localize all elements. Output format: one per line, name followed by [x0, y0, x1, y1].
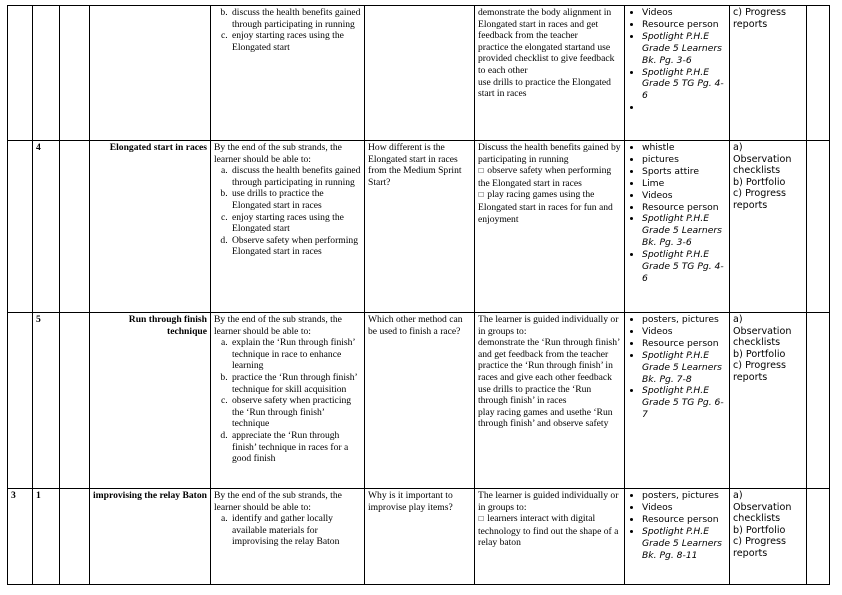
assessment-cell	[730, 489, 807, 585]
experience-line: demonstrate the ‘Run through finish’ and get feedback from the teacher	[478, 337, 620, 360]
table-row	[8, 313, 830, 489]
experience-text: play racing games using the Elongated start in races for fun and enjoyment	[478, 189, 613, 225]
assessment-line: a) Observation checklists	[733, 142, 792, 177]
list-item: • Sports attire	[642, 166, 726, 178]
assessment-line: b) Portfolio	[733, 524, 786, 536]
key-question-cell: Which other method can be used to finish a race?	[365, 313, 475, 489]
outcomes-cell	[211, 6, 365, 141]
list-item: • Resource person	[642, 338, 726, 350]
outcomes-list	[214, 7, 361, 53]
list-item: • Videos	[642, 502, 726, 514]
assessment-line: c) Progress reports	[733, 7, 787, 30]
experiences-cell	[475, 313, 625, 489]
blank-cell	[60, 489, 90, 585]
blank-cell	[60, 141, 90, 313]
experience-line	[478, 513, 621, 549]
resources-cell	[625, 489, 730, 585]
remarks-cell	[807, 6, 830, 141]
strand-cell: improvising the relay Baton	[90, 489, 211, 585]
table-row	[8, 141, 830, 313]
list-item: • Spotlight P.H.E Grade 5 Learners Bk. Pg. 3-6	[642, 213, 726, 249]
remarks-cell	[807, 489, 830, 585]
experience-line: Discuss the health benefits gained by participating in running	[478, 142, 621, 165]
assessment-cell	[730, 313, 807, 489]
list-item: a. identify and gather locally available materials for improvising the relay Baton	[230, 513, 361, 548]
experience-line	[478, 165, 621, 189]
lesson-cell: 5	[33, 313, 60, 489]
lesson-cell	[33, 6, 60, 141]
key-question-cell	[365, 6, 475, 141]
assessment-line: b) Portfolio	[733, 348, 786, 360]
list-item: c. enjoy starting races using the Elongated start	[230, 30, 361, 53]
experience-line: play racing games and usethe ‘Run through finish’ and observe safety	[478, 406, 613, 430]
scheme-of-work-table	[7, 5, 830, 585]
experience-line: The learner is guided individually or in groups to:	[478, 490, 619, 513]
resources-cell	[625, 141, 730, 313]
assessment-line: c) Progress reports	[733, 188, 787, 211]
list-item: • Spotlight P.H.E Grade 5 TG Pg. 6-7	[642, 385, 726, 421]
outcomes-intro: By the end of the sub strands, the learner should be able to:	[214, 314, 342, 337]
week-cell	[8, 6, 33, 141]
outcomes-intro: By the end of the sub strands, the learner should be able to:	[214, 142, 342, 165]
list-item: • Videos	[642, 7, 726, 19]
list-item: • Resource person	[642, 514, 726, 526]
list-item: d. appreciate the ‘Run through finish’ technique in races for a good finish	[230, 430, 361, 465]
list-item: • whistle	[642, 142, 726, 154]
assessment-line: c) Progress reports	[733, 536, 787, 559]
list-item: • Spotlight P.H.E Grade 5 Learners Bk. Pg. 7-8	[642, 350, 726, 386]
outcomes-intro: By the end of the sub strands, the learner should be able to:	[214, 490, 342, 513]
outcomes-list	[214, 337, 361, 465]
assessment-line: a) Observation checklists	[733, 314, 792, 349]
outcomes-cell	[211, 489, 365, 585]
list-item: a. discuss the health benefits gained through participating in running	[230, 165, 361, 188]
lesson-cell: 4	[33, 141, 60, 313]
experiences-cell	[475, 6, 625, 141]
resources-list	[628, 490, 726, 561]
outcomes-cell	[211, 313, 365, 489]
strand-cell: Elongated start in races	[90, 141, 211, 313]
assessment-line: b) Portfolio	[733, 176, 786, 188]
checkbox-glyph-icon: ☐	[478, 167, 485, 176]
week-cell	[8, 313, 33, 489]
lesson-cell: 1	[33, 489, 60, 585]
list-item: b. use drills to practice the Elongated start in races	[230, 188, 361, 211]
strand-cell: Run through finish technique	[90, 313, 211, 489]
assessment-line: c) Progress reports	[733, 360, 787, 383]
list-item: • Resource person	[642, 19, 726, 31]
experience-line: The learner is guided individually or in groups to:	[478, 314, 619, 337]
experience-line: practice the elongated startand use provided checklist to give feedback to each other	[478, 41, 615, 76]
list-item: • Videos	[642, 190, 726, 202]
key-question-cell: Why is it important to improvise play items?	[365, 489, 475, 585]
checkbox-glyph-icon: ☐	[478, 191, 485, 200]
experience-line: practice the ‘Run through finish’ in races and give each other feedback	[478, 360, 613, 383]
list-item: • Spotlight P.H.E Grade 5 TG Pg. 4-6	[642, 249, 726, 285]
resources-list	[628, 7, 726, 114]
resources-cell	[625, 6, 730, 141]
key-question-cell: How different is the Elongated start in races from the Medium Sprint Start?	[365, 141, 475, 313]
list-item: c. observe safety when practicing the ‘Run through finish’ technique	[230, 395, 361, 430]
experience-line: demonstrate the body alignment in Elongated start in races and get feedback from the teacher	[478, 7, 612, 42]
assessment-cell	[730, 6, 807, 141]
outcomes-list	[214, 513, 361, 548]
list-item: • Lime	[642, 178, 726, 190]
outcomes-list	[214, 165, 361, 258]
remarks-cell	[807, 313, 830, 489]
outcomes-cell	[211, 141, 365, 313]
experience-text: observe safety when performing the Elongated start in races	[478, 165, 612, 189]
table-row	[8, 6, 830, 141]
blank-cell	[60, 313, 90, 489]
list-item: • Spotlight P.H.E Grade 5 TG Pg. 4-6	[642, 67, 726, 103]
experience-text: learners interact with digital technology to find out the shape of a relay baton	[478, 513, 619, 549]
list-item	[642, 102, 726, 114]
experiences-cell	[475, 141, 625, 313]
list-item: • posters, pictures	[642, 314, 726, 326]
list-item: b. practice the ‘Run through finish’ technique for skill acquisition	[230, 372, 361, 395]
list-item: • Spotlight P.H.E Grade 5 Learners Bk. Pg. 8-11	[642, 526, 726, 562]
list-item: • pictures	[642, 154, 726, 166]
list-item: • posters, pictures	[642, 490, 726, 502]
week-cell	[8, 141, 33, 313]
assessment-line: a) Observation checklists	[733, 490, 792, 525]
list-item: b. discuss the health benefits gained through participating in running	[230, 7, 361, 30]
list-item: d. Observe safety when performing Elongated start in races	[230, 235, 361, 258]
experience-line: use drills to practice the ‘Run through finish’ in races	[478, 383, 592, 407]
assessment-cell	[730, 141, 807, 313]
list-item: a. explain the ‘Run through finish’ technique in race to enhance learning	[230, 337, 361, 372]
table-row	[8, 489, 830, 585]
list-item: • Videos	[642, 326, 726, 338]
resources-list	[628, 142, 726, 285]
experience-line: use drills to practice the Elongated start in races	[478, 76, 611, 100]
strand-cell	[90, 6, 211, 141]
experiences-cell	[475, 489, 625, 585]
checkbox-glyph-icon: ☐	[478, 515, 485, 524]
week-cell: 3	[8, 489, 33, 585]
resources-cell	[625, 313, 730, 489]
list-item: • Spotlight P.H.E Grade 5 Learners Bk. Pg. 3-6	[642, 31, 726, 67]
blank-cell	[60, 6, 90, 141]
experience-line	[478, 189, 621, 225]
resources-list	[628, 314, 726, 421]
remarks-cell	[807, 141, 830, 313]
list-item: c. enjoy starting races using the Elongated start	[230, 212, 361, 235]
list-item: • Resource person	[642, 202, 726, 214]
